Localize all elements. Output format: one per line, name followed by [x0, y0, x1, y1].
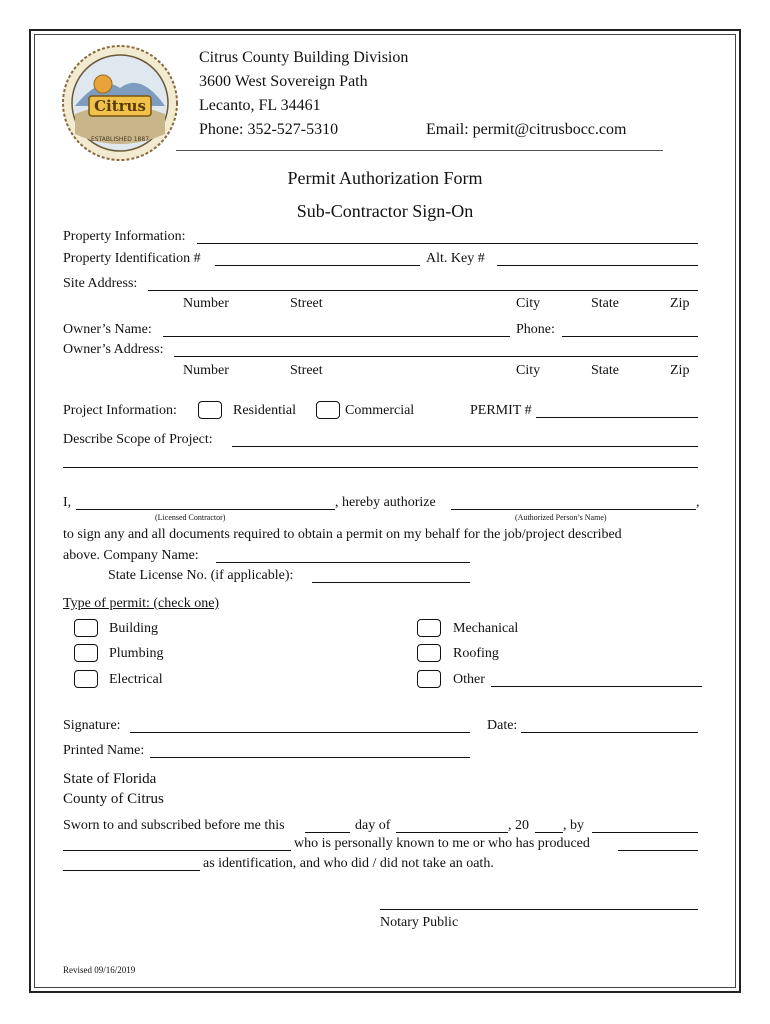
- project-info-label: Project Information:: [63, 403, 177, 418]
- sworn-month-field[interactable]: [396, 832, 508, 833]
- authorization-text: to sign any and all documents required to obtain a permit on my behalf for the job/project described: [63, 527, 622, 542]
- site-zip-caption: Zip: [670, 296, 690, 311]
- license-field[interactable]: [312, 582, 470, 583]
- citrus-county-seal-logo: [61, 44, 179, 162]
- owner-zip-caption: Zip: [670, 363, 690, 378]
- known-text: who is personally known to me or who has produced: [294, 836, 590, 851]
- residential-checkbox[interactable]: [198, 401, 222, 419]
- permit-number-field[interactable]: [536, 417, 698, 418]
- form-subtitle: Sub-Contractor Sign-On: [296, 201, 474, 221]
- site-number-caption: Number: [183, 296, 229, 311]
- building-checkbox[interactable]: [74, 619, 98, 637]
- roofing-label: Roofing: [453, 646, 499, 661]
- licensed-contractor-field[interactable]: [76, 509, 335, 510]
- plumbing-label: Plumbing: [109, 646, 164, 661]
- owner-street-caption: Street: [290, 363, 323, 378]
- owner-address-label: Owner’s Address:: [63, 342, 164, 357]
- other-checkbox[interactable]: [417, 670, 441, 688]
- identification-text: as identification, and who did / did not take an oath.: [203, 856, 494, 871]
- division-email[interactable]: Email: permit@citrusbocc.com: [426, 121, 627, 138]
- site-state-caption: State: [591, 296, 619, 311]
- licensed-contractor-caption: (Licensed Contractor): [155, 513, 226, 522]
- signature-field[interactable]: [130, 732, 470, 733]
- sworn-text-a: Sworn to and subscribed before me this: [63, 818, 285, 833]
- signature-label: Signature:: [63, 718, 121, 733]
- authorize-comma: ,: [696, 495, 700, 510]
- owner-name-field[interactable]: [163, 336, 510, 337]
- permit-type-heading: Type of permit: (check one): [63, 596, 220, 611]
- sworn-day-field[interactable]: [305, 832, 350, 833]
- site-address-label: Site Address:: [63, 276, 138, 291]
- sworn-person-field[interactable]: [63, 850, 291, 851]
- date-label: Date:: [487, 718, 518, 733]
- property-id-label: Property Identification #: [63, 251, 201, 266]
- company-name-label: above. Company Name:: [63, 548, 199, 563]
- identification-field[interactable]: [63, 870, 200, 871]
- site-address-field[interactable]: [148, 290, 698, 291]
- svg-text:ESTABLISHED 1887: ESTABLISHED 1887: [90, 136, 150, 143]
- notary-state: State of Florida: [63, 771, 157, 787]
- commercial-label: Commercial: [345, 403, 415, 418]
- division-city-line: Lecanto, FL 34461: [199, 97, 321, 114]
- division-name: Citrus County Building Division: [199, 49, 409, 66]
- scope-label: Describe Scope of Project:: [63, 432, 213, 447]
- hereby-authorize-text: , hereby authorize: [335, 495, 436, 510]
- alt-key-label: Alt. Key #: [426, 251, 485, 266]
- alt-key-field[interactable]: [497, 265, 698, 266]
- division-address: 3600 West Sovereign Path: [199, 73, 368, 90]
- authorized-person-caption: (Authorized Person’s Name): [515, 513, 607, 522]
- sworn-by-field[interactable]: [592, 832, 698, 833]
- property-id-field[interactable]: [215, 265, 420, 266]
- electrical-checkbox[interactable]: [74, 670, 98, 688]
- sworn-text-c: , 20: [508, 818, 529, 833]
- produced-field[interactable]: [618, 850, 698, 851]
- property-info-field[interactable]: [197, 243, 698, 244]
- sworn-text-b: day of: [355, 818, 391, 833]
- sworn-year-field[interactable]: [535, 832, 563, 833]
- plumbing-checkbox[interactable]: [74, 644, 98, 662]
- svg-text:Citrus: Citrus: [94, 97, 146, 115]
- form-title: Permit Authorization Form: [287, 168, 483, 188]
- mechanical-checkbox[interactable]: [417, 619, 441, 637]
- notary-public-label: Notary Public: [380, 915, 459, 930]
- residential-label: Residential: [233, 403, 296, 418]
- permit-number-label: PERMIT #: [470, 403, 532, 418]
- header-divider: [176, 150, 663, 151]
- site-city-caption: City: [516, 296, 541, 311]
- property-info-label: Property Information:: [63, 229, 186, 244]
- other-field[interactable]: [491, 686, 702, 687]
- scope-field-line2[interactable]: [63, 467, 698, 468]
- other-label: Other: [453, 672, 485, 687]
- owner-phone-field[interactable]: [562, 336, 698, 337]
- roofing-checkbox[interactable]: [417, 644, 441, 662]
- notary-county: County of Citrus: [63, 791, 164, 807]
- notary-signature-field[interactable]: [380, 909, 698, 910]
- authorize-i: I,: [63, 495, 72, 510]
- site-street-caption: Street: [290, 296, 323, 311]
- revised-date: Revised 09/16/2019: [63, 965, 136, 975]
- owner-city-caption: City: [516, 363, 541, 378]
- scope-field-line1[interactable]: [232, 446, 698, 447]
- division-phone: Phone: 352-527-5310: [199, 121, 339, 138]
- owner-name-label: Owner’s Name:: [63, 322, 152, 337]
- authorized-person-field[interactable]: [451, 509, 696, 510]
- electrical-label: Electrical: [109, 672, 163, 687]
- owner-address-field[interactable]: [174, 356, 698, 357]
- owner-phone-label: Phone:: [516, 322, 555, 337]
- license-label: State License No. (if applicable):: [108, 568, 294, 583]
- printed-name-field[interactable]: [150, 757, 470, 758]
- date-field[interactable]: [521, 732, 698, 733]
- owner-state-caption: State: [591, 363, 619, 378]
- sworn-text-d: , by: [563, 818, 584, 833]
- owner-number-caption: Number: [183, 363, 229, 378]
- commercial-checkbox[interactable]: [316, 401, 340, 419]
- company-name-field[interactable]: [216, 562, 470, 563]
- mechanical-label: Mechanical: [453, 621, 519, 636]
- building-label: Building: [109, 621, 159, 636]
- printed-name-label: Printed Name:: [63, 743, 145, 758]
